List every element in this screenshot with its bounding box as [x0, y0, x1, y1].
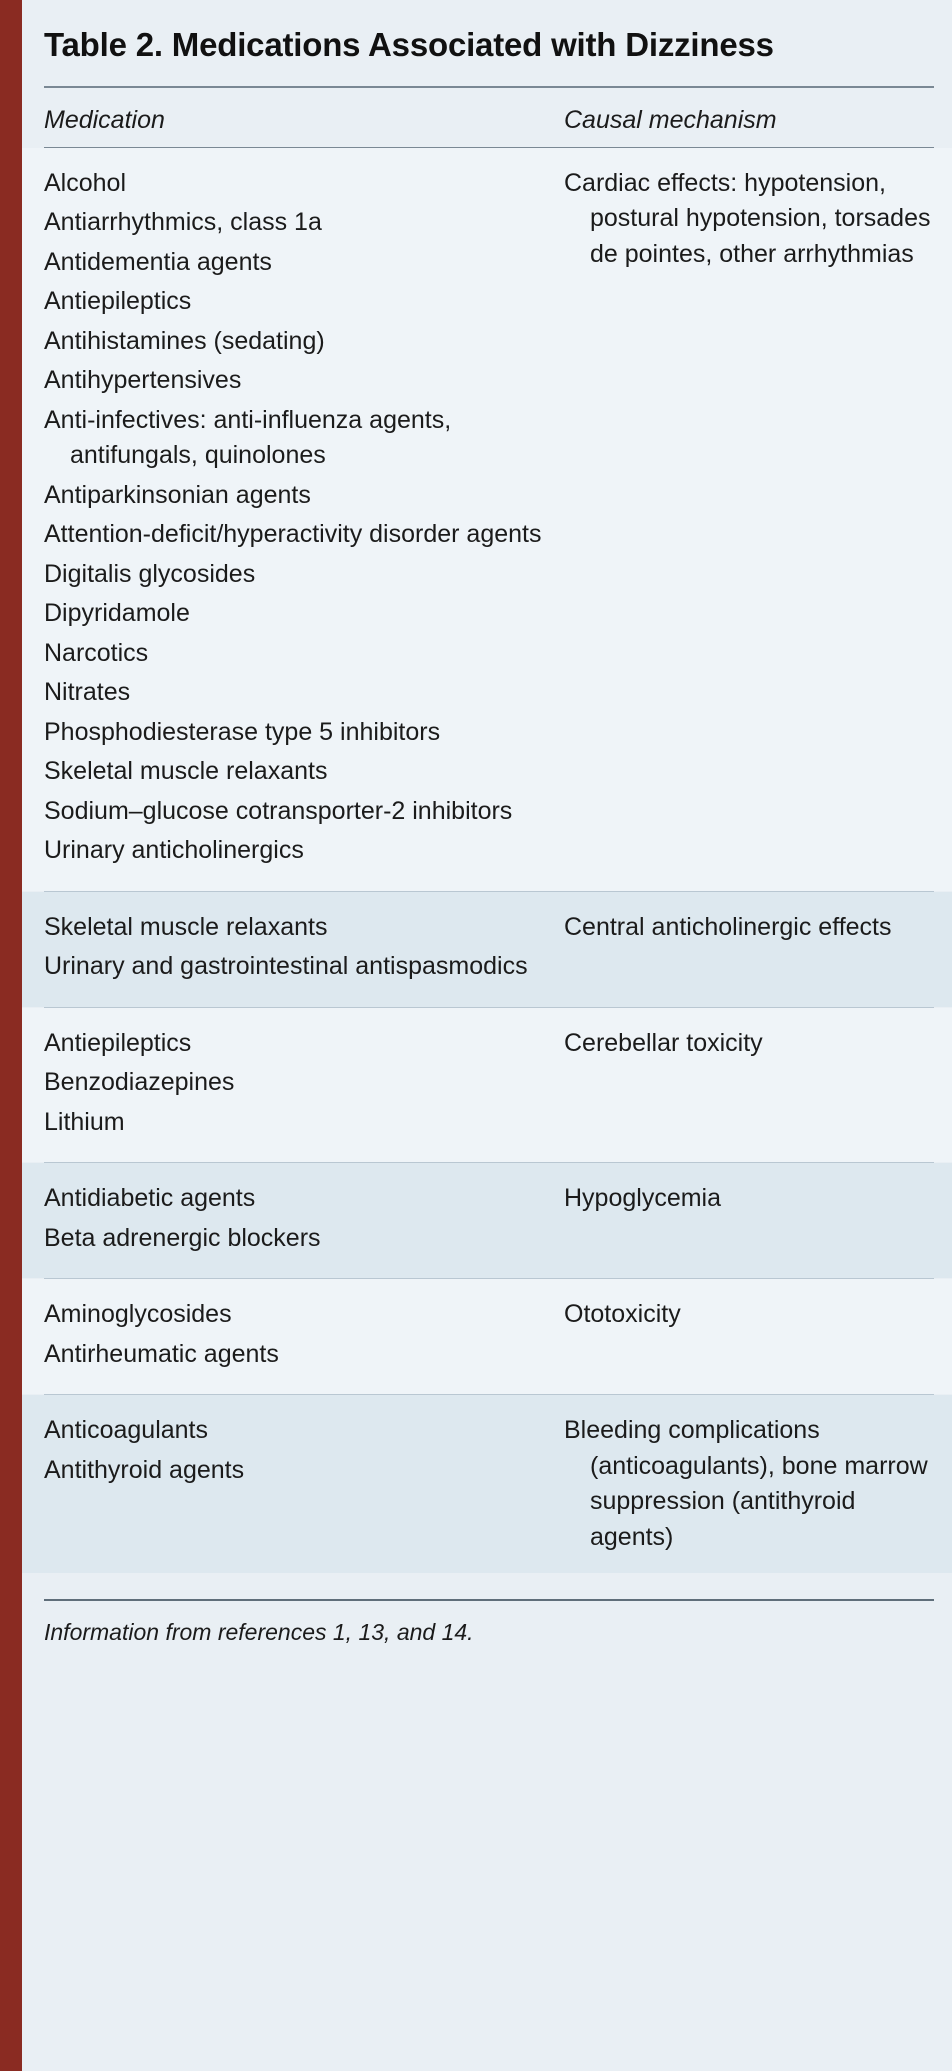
- medication-list: [44, 1026, 564, 1145]
- table-title-block: [22, 0, 952, 86]
- list-item: Narcotics: [44, 638, 149, 667]
- medication-list: [44, 1181, 564, 1260]
- medication-list: [44, 910, 564, 989]
- accent-bar: [0, 0, 22, 2071]
- list-item: Skeletal muscle relaxants: [44, 757, 328, 786]
- list-item: Antithyroid agents: [44, 1455, 245, 1484]
- list-item: Antiepileptics: [44, 287, 192, 316]
- list-item: Nitrates: [44, 678, 131, 707]
- column-header-medication: Medication: [44, 105, 165, 134]
- medication-list: [44, 166, 564, 873]
- list-item: Urinary and gastrointestinal antispasmodics: [44, 952, 528, 981]
- mechanism-text: Hypoglycemia: [564, 1184, 722, 1213]
- mechanism-text: Central anticholinergic effects: [564, 912, 892, 941]
- list-item: Antihistamines (sedating): [44, 326, 325, 355]
- column-header-mechanism: Causal mechanism: [564, 105, 777, 134]
- list-item: Sodium–glucose cotransporter-2 inhibitors: [44, 796, 513, 825]
- table-row: [22, 1279, 952, 1394]
- list-item: Antidiabetic agents: [44, 1184, 256, 1213]
- medication-list: [44, 1297, 564, 1376]
- mechanism-text: Cardiac effects: hypotension, postural hypotension, torsades de pointes, other arrhythmias: [564, 168, 931, 268]
- list-item: Dipyridamole: [44, 599, 190, 628]
- list-item: Benzodiazepines: [44, 1068, 235, 1097]
- mechanism-text: Ototoxicity: [564, 1300, 681, 1329]
- list-item: Skeletal muscle relaxants: [44, 912, 328, 941]
- table-row: [22, 1008, 952, 1163]
- list-item: Anti-infectives: anti-influenza agents, antifungals, quinolones: [44, 405, 452, 470]
- list-item: Anticoagulants: [44, 1416, 209, 1445]
- list-item: Lithium: [44, 1107, 125, 1136]
- list-item: Beta adrenergic blockers: [44, 1223, 321, 1252]
- mechanism-text: Bleeding complications (anticoagulants), bone marrow suppression (antithyroid agents): [564, 1416, 928, 1551]
- table-container: [22, 0, 952, 2071]
- list-item: Antidementia agents: [44, 247, 272, 276]
- list-item: Attention-deficit/hyperactivity disorder agents: [44, 520, 542, 549]
- list-item: Antiparkinsonian agents: [44, 480, 311, 509]
- list-item: Antiepileptics: [44, 1028, 192, 1057]
- list-item: Antihypertensives: [44, 366, 242, 395]
- medication-list: [44, 1413, 564, 1555]
- list-item: Phosphodiesterase type 5 inhibitors: [44, 717, 441, 746]
- page-title: Table 2. Medications Associated with Dizziness: [44, 26, 774, 63]
- list-item: Aminoglycosides: [44, 1300, 232, 1329]
- list-item: Digitalis glycosides: [44, 559, 256, 588]
- table-row: [22, 1395, 952, 1573]
- column-header-row: [22, 88, 952, 147]
- table-row: [22, 148, 952, 891]
- table-row: [22, 892, 952, 1007]
- list-item: Antirheumatic agents: [44, 1339, 279, 1368]
- list-item: Antiarrhythmics, class 1a: [44, 208, 322, 237]
- list-item: Urinary anticholinergics: [44, 836, 304, 865]
- table-footnote: Information from references 1, 13, and 14.: [44, 1619, 474, 1646]
- mechanism-text: Cerebellar toxicity: [564, 1028, 763, 1057]
- table-row: [22, 1163, 952, 1278]
- list-item: Alcohol: [44, 168, 126, 197]
